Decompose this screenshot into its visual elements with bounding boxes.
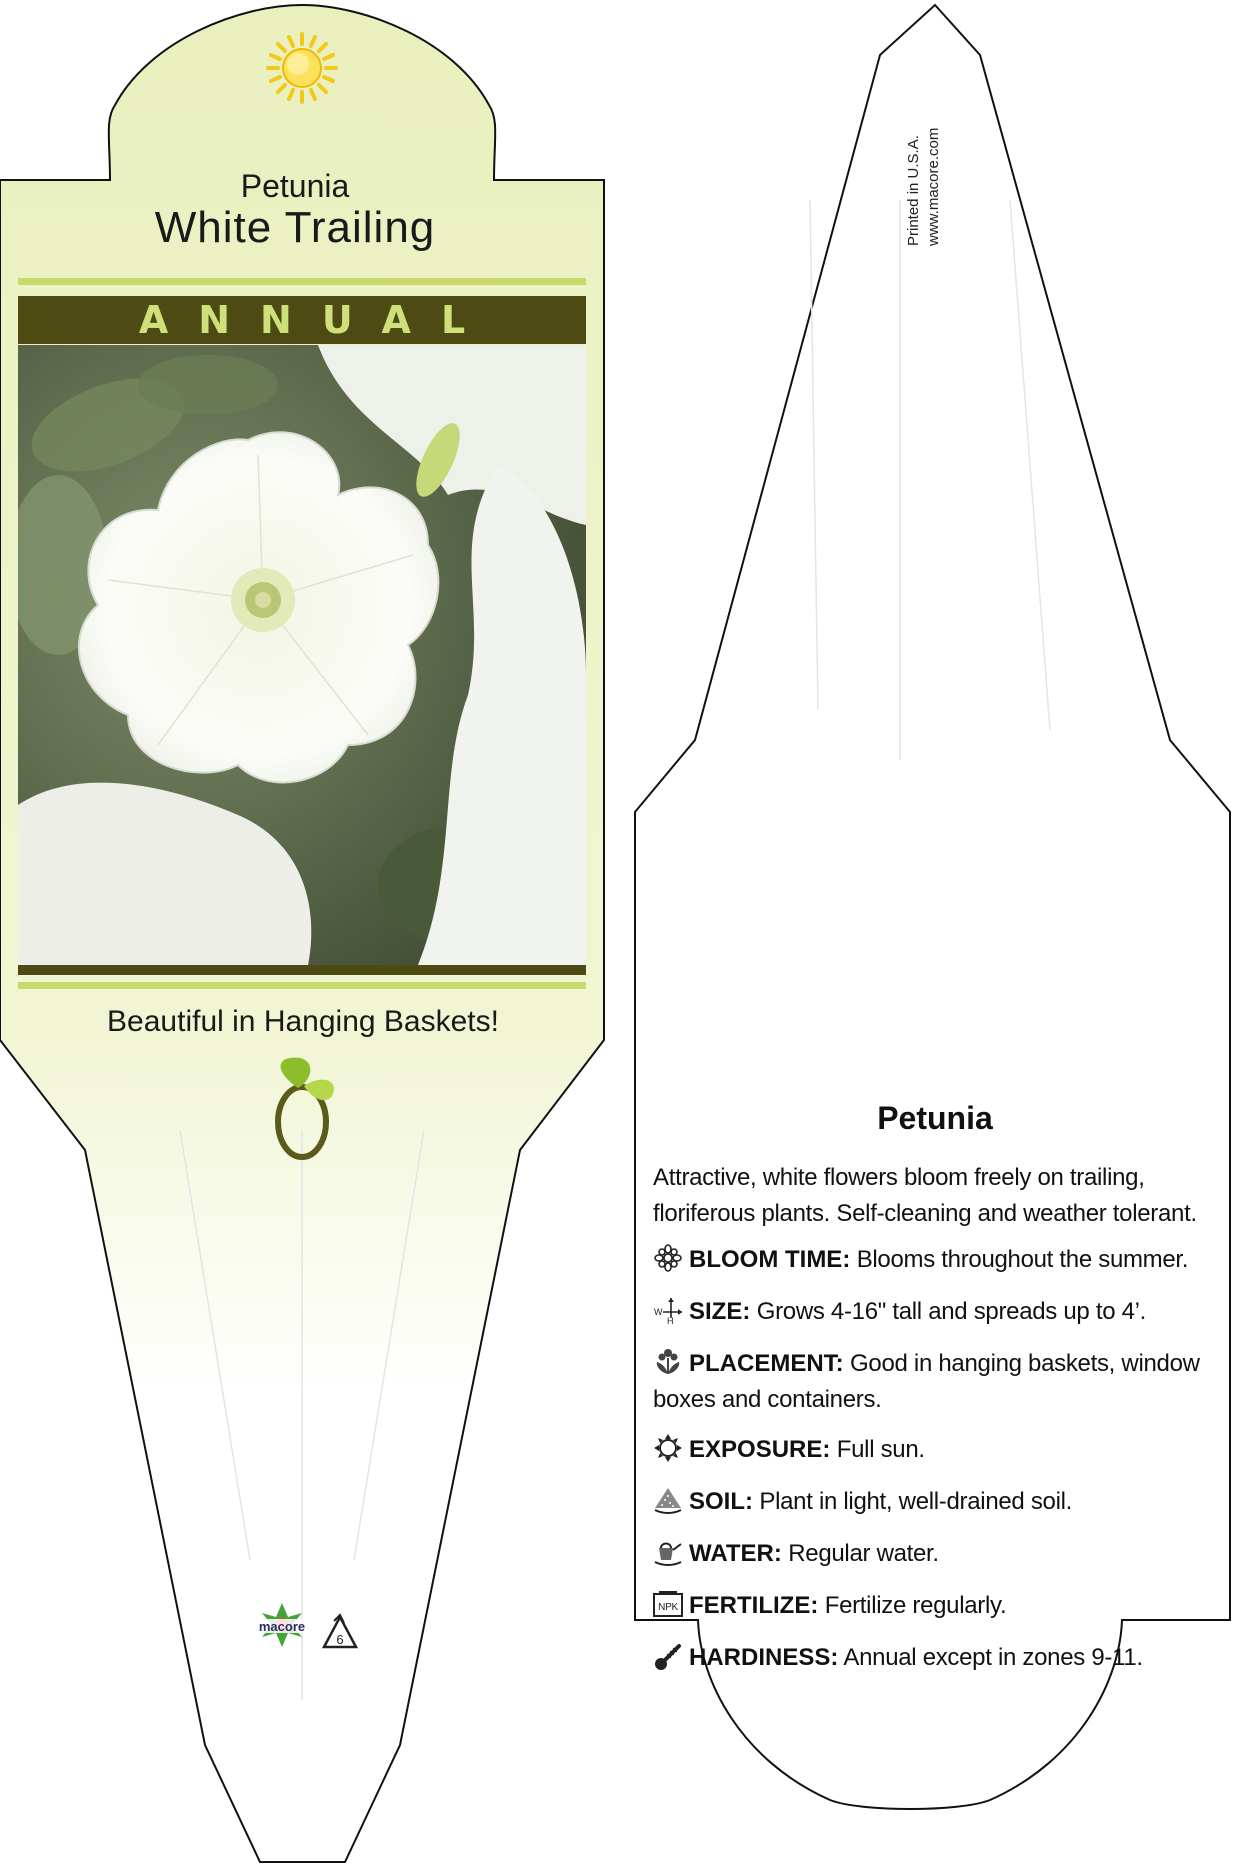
care-text: Annual except in zones 9-11. [843, 1644, 1143, 1671]
care-text: Full sun. [836, 1436, 925, 1463]
sun-outline-icon [653, 1434, 683, 1462]
back-title: Petunia [877, 1100, 993, 1136]
svg-text:NPK: NPK [658, 1602, 678, 1613]
sun-icon [268, 34, 336, 102]
printed-website: www.macore.com [925, 127, 942, 246]
care-label: SOIL: [689, 1488, 753, 1515]
svg-text:6: 6 [336, 1632, 344, 1647]
care-row-fertilize [653, 1588, 1213, 1624]
bottom-band-dark [18, 965, 586, 975]
svg-text:H: H [667, 1316, 674, 1324]
care-label: HARDINESS: [689, 1644, 839, 1671]
npk-icon [653, 1590, 683, 1618]
printed-note [904, 96, 960, 246]
tagline: Beautiful in Hanging Baskets! [107, 1005, 499, 1038]
care-text: Blooms throughout the summer. [856, 1246, 1189, 1273]
thermometer-icon [653, 1642, 683, 1670]
watering-can-icon [653, 1538, 683, 1566]
plant-description: Attractive, white flowers bloom freely on trailing, floriferous plants. Self-cleaning and weather tolerant. [653, 1164, 1197, 1227]
flower-icon [653, 1244, 683, 1272]
variety-name: White Trailing [154, 203, 436, 252]
svg-text:macore: macore [258, 1619, 306, 1634]
care-row-placement [653, 1346, 1213, 1418]
care-text: Fertilize regularly. [824, 1592, 1007, 1619]
care-label: EXPOSURE: [689, 1436, 831, 1463]
care-label: WATER: [689, 1540, 782, 1567]
care-row-hardiness [653, 1640, 1213, 1676]
flower-photo [18, 345, 586, 965]
bottom-band-light [18, 982, 586, 989]
care-row-soil [653, 1484, 1213, 1520]
care-row-bloom-time [653, 1242, 1213, 1278]
care-text: Regular water. [788, 1540, 939, 1567]
size-arrows-icon [653, 1296, 683, 1324]
category-label: ANNUAL [138, 298, 496, 342]
care-label: PLACEMENT: [689, 1350, 844, 1377]
soil-icon [653, 1486, 683, 1514]
plant-icon [653, 1348, 683, 1376]
svg-text:W: W [654, 1307, 663, 1317]
care-label: SIZE: [689, 1298, 751, 1325]
care-row-exposure [653, 1432, 1213, 1468]
care-text: Grows 4-16" tall and spreads up to 4’. [756, 1298, 1147, 1325]
care-label: BLOOM TIME: [689, 1246, 851, 1273]
species-name: Petunia [240, 168, 350, 204]
care-label: FERTILIZE: [689, 1592, 819, 1619]
care-row-size [653, 1294, 1213, 1330]
care-row-water [653, 1536, 1213, 1572]
care-text: Good in hanging baskets, window boxes and containers. [653, 1350, 1200, 1413]
care-text: Plant in light, well-drained soil. [759, 1488, 1073, 1515]
printed-country: Printed in U.S.A. [905, 135, 922, 246]
top-band-light [18, 278, 586, 285]
